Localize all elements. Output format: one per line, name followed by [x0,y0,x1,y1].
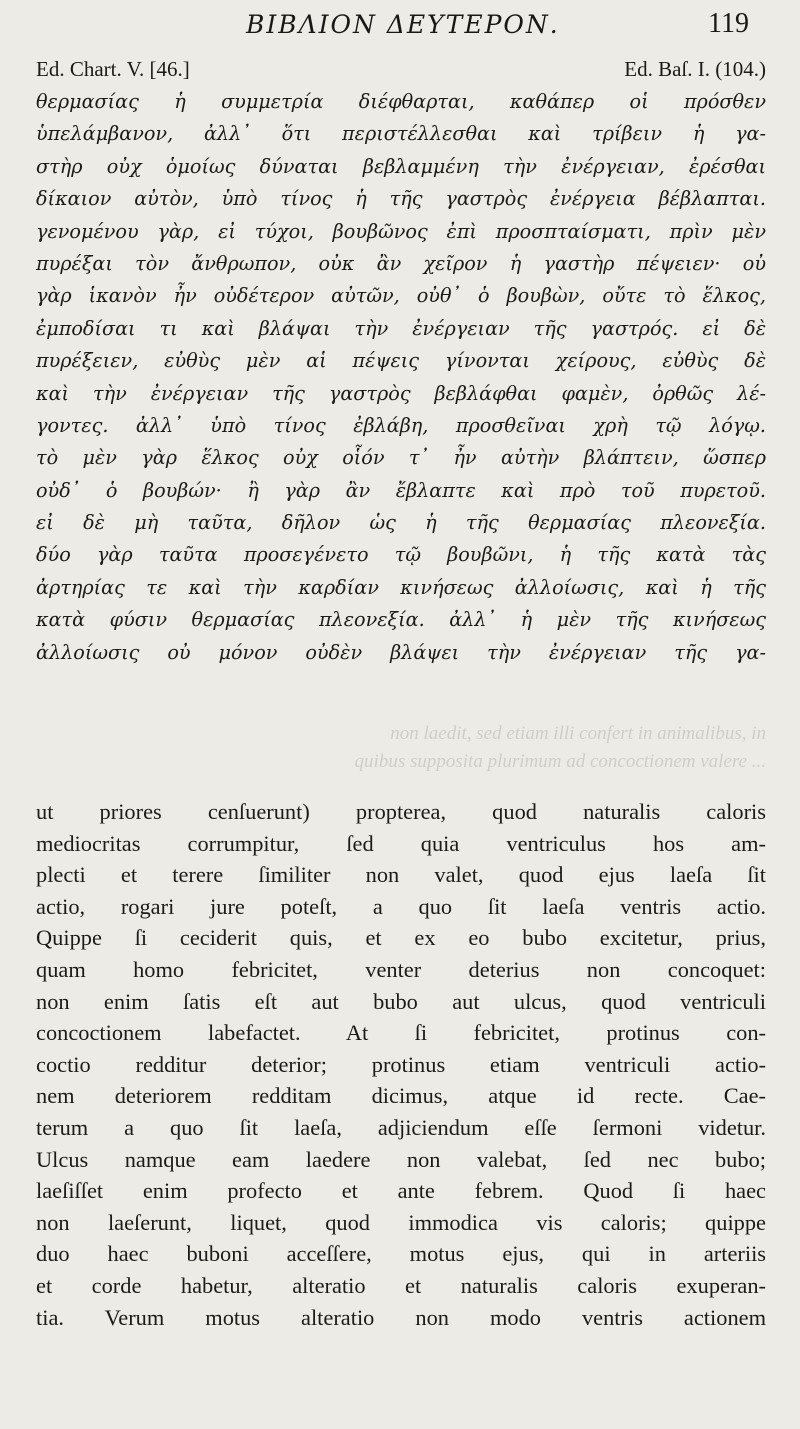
show-through-line: quibus supposita plurimum ad concoctionem valere ... [354,751,766,772]
greek-line: δίκαιον αὐτὸν, ὑπὸ τίνος ἡ τῆς γαστρὸς ἐνέργεια βέβλαπται. [36,187,766,211]
greek-line: πυρέξαι τὸν ἄνθρωπον, οὐκ ἂν χεῖρον ἡ γαστὴρ πέψειεν· οὐ [36,251,766,275]
greek-line: οὐδ᾽ ὁ βουβών· ἢ γὰρ ἂν ἔβλαπτε καὶ πρὸ τοῦ πυρετοῦ. [36,478,766,502]
greek-line: εἰ δὲ μὴ ταῦτα, δῆλον ὡς ἡ τῆς θερμασίας πλεονεξία. [36,511,766,535]
latin-line: Quippe ſi ceciderit quis, et ex eo bubo excitetur, prius, [36,925,766,951]
greek-line: δύο γὰρ ταῦτα προσεγένετο τῷ βουβῶνι, ἡ τῆς κατὰ τὰς [36,543,766,567]
latin-line: terum a quo ſit laeſa, adjiciendum eſſe ſermoni videtur. [36,1114,766,1140]
greek-line: κατὰ φύσιν θερμασίας πλεονεξία. ἀλλ᾽ ἡ μὲν τῆς κινήσεως [36,608,766,632]
greek-line: ἀρτηρίας τε καὶ τὴν καρδίαν κινήσεως ἀλλοίωσις, καὶ ἡ τῆς [36,575,766,599]
book-title: BIBΛΙΟΝ ΔΕΥΤΕΡΟΝ. [246,10,560,39]
latin-line: coctio redditur deterior; protinus etiam ventriculi actio- [36,1051,766,1077]
greek-line: στὴρ οὐχ ὁμοίως δύναται βεβλαμμένη τὴν ἐνέργειαν, ἐρέσθαι [36,154,766,178]
latin-text-block [36,796,766,1333]
greek-line: ἀλλοίωσις οὐ μόνον οὐδὲν βλάψει τὴν ἐνέργειαν τῆς γα- [36,640,766,664]
latin-line: plecti et terere ſimiliter non valet, quod ejus laeſa ſit [36,862,766,888]
latin-line: duo haec buboni acceſſere, motus ejus, qui in arteriis [36,1241,766,1267]
greek-line: ἐμποδίσαι τι καὶ βλάψαι τὴν ἐνέργειαν τῆς γαστρός. εἰ δὲ [36,316,766,340]
latin-line: Ulcus namque eam laedere non valebat, ſed nec bubo; [36,1146,766,1172]
latin-line: quam homo febricitet, venter deterius non concoquet: [36,956,766,982]
greek-line: πυρέξειεν, εὐθὺς μὲν αἱ πέψεις γίνονται χείρους, εὐθὺς δὲ [36,349,766,373]
greek-text-block [36,86,766,669]
latin-line: laeſiſſet enim profecto et ante febrem. Quod ſi haec [36,1178,766,1204]
greek-line: τὸ μὲν γὰρ ἕλκος οὐχ οἷόν τ᾽ ἦν αὐτὴν βλάπτειν, ὥσπερ [36,446,766,470]
latin-line: concoctionem labefactet. At ſi febricitet, protinus con- [36,1020,766,1046]
greek-line: θερμασίας ἡ συμμετρία διέφθαρται, καθάπερ οἱ πρόσθεν [36,90,766,113]
page-number: 119 [708,8,749,39]
running-head [0,6,800,40]
latin-line: ut priores cenſuerunt) propterea, quod naturalis caloris [36,799,766,824]
latin-line: mediocritas corrumpitur, ſed quia ventriculus hos am- [36,830,766,856]
greek-line: γὰρ ἱκανὸν ἦν οὐδέτερον αὐτῶν, οὐθ᾽ ὁ βουβὼν, οὔτε τὸ ἕλκος, [36,284,766,308]
greek-line: ὑπελάμβανον, ἀλλ᾽ ὅτι περιστέλλεσθαι καὶ τρίβειν ἡ γα- [36,122,766,146]
latin-line: tia. Verum motus alteratio non modo ventris actionem [36,1304,766,1330]
edition-references [0,57,800,87]
latin-line: et corde habetur, alteratio et naturalis caloris exuperan- [36,1272,766,1298]
greek-line: γοντες. ἀλλ᾽ ὑπὸ τίνος ἐβλάβη, προσθεῖναι χρὴ τῷ λόγῳ. [36,413,766,437]
latin-line: nem deteriorem redditam dicimus, atque id recte. Cae- [36,1083,766,1109]
greek-line: γενομένου γὰρ, εἰ τύχοι, βουβῶνος ἐπὶ προσπταίσματι, πρὶν μὲν [36,219,766,243]
show-through-line: non laedit, sed etiam illi confert in animalibus, in [390,723,766,744]
edition-reference-basel: Ed. Baſ. I. (104.) [624,57,766,81]
greek-line: καὶ τὴν ἐνέργειαν τῆς γαστρὸς βεβλάφθαι φαμὲν, ὀρθῶς λέ- [36,381,766,405]
latin-line: actio, rogari jure poteſt, a quo ſit laeſa ventris actio. [36,893,766,919]
latin-line: non enim ſatis eſt aut bubo aut ulcus, quod ventriculi [36,988,766,1014]
latin-line: non laeſerunt, liquet, quod immodica vis caloris; quippe [36,1209,766,1235]
edition-reference-chart: Ed. Chart. V. [46.] [36,57,190,81]
show-through-text [36,720,766,790]
